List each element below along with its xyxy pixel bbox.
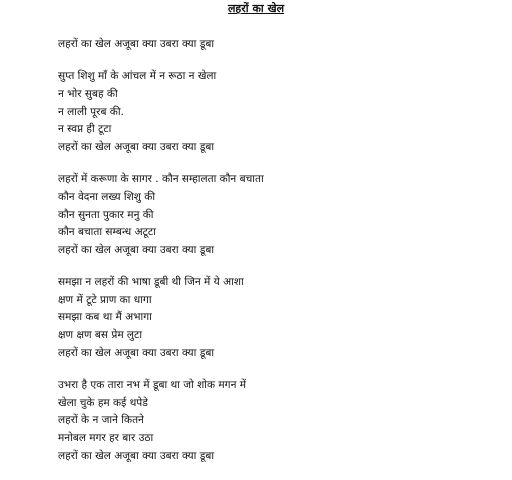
poem-line: न स्वप्न ही टूटा: [58, 123, 112, 136]
poem-line: मनोबल मगर हर बार उठा: [58, 432, 154, 445]
poem-line: खेला चुके हम कई थपेडे: [58, 396, 148, 409]
refrain-line: लहरों का खेल अजूबा क्या उबरा क्या डूबा: [58, 346, 215, 359]
poem-line: समझा न लहरों की भाषा डूबी थी जिन में ये आशा: [58, 276, 244, 289]
poem-line: लहरों में करूणा के सागर . कौन सम्हालता कौन बचाता: [58, 173, 264, 186]
poem-line: लहरों के न जाने कितने: [58, 414, 144, 427]
poem-line: न भोर सुबह की: [58, 87, 118, 100]
poem-line: क्षण में टूटे प्राण का धागा: [58, 293, 152, 306]
stanza-2: [58, 68, 498, 156]
poem-body: [58, 36, 498, 480]
refrain-line: लहरों का खेल अजूबा क्या उबरा क्या डूबा: [58, 243, 215, 256]
poem-line: क्षण क्षण बस प्रेम लुटा: [58, 329, 143, 342]
poem-line: कौन वेदना लख्य शिशु की: [58, 190, 156, 203]
stanza-3: [58, 171, 498, 259]
stanza-4: [58, 274, 498, 362]
poem-line: उभरा है एक तारा नभ में डूबा था जो शोक मगन में: [58, 379, 247, 391]
poem-line: न लाली पूरब की.: [58, 105, 124, 118]
poem-line: सुप्त शिशु माँ के आंचल में न रूठा न खेला: [58, 70, 217, 83]
stanza-1: [58, 36, 498, 54]
refrain-line: लहरों का खेल अजूबा क्या उबरा क्या डूबा: [58, 140, 215, 153]
refrain-line: लहरों का खेल अजूबा क्या उबरा क्या डूबा: [58, 38, 215, 50]
poem-line: समझा कब था मैं अभागा: [58, 311, 152, 324]
poem-line: कौन बचाता सम्बन्ध अटूटा: [58, 226, 156, 239]
refrain-line: लहरों का खेल अजूबा क्या उबरा क्या डूबा: [58, 449, 215, 462]
stanza-5: [58, 377, 498, 465]
poem-title: लहरों का खेल: [227, 2, 285, 15]
poem-line: कौन सुनता पुकार मनु की: [58, 208, 154, 221]
